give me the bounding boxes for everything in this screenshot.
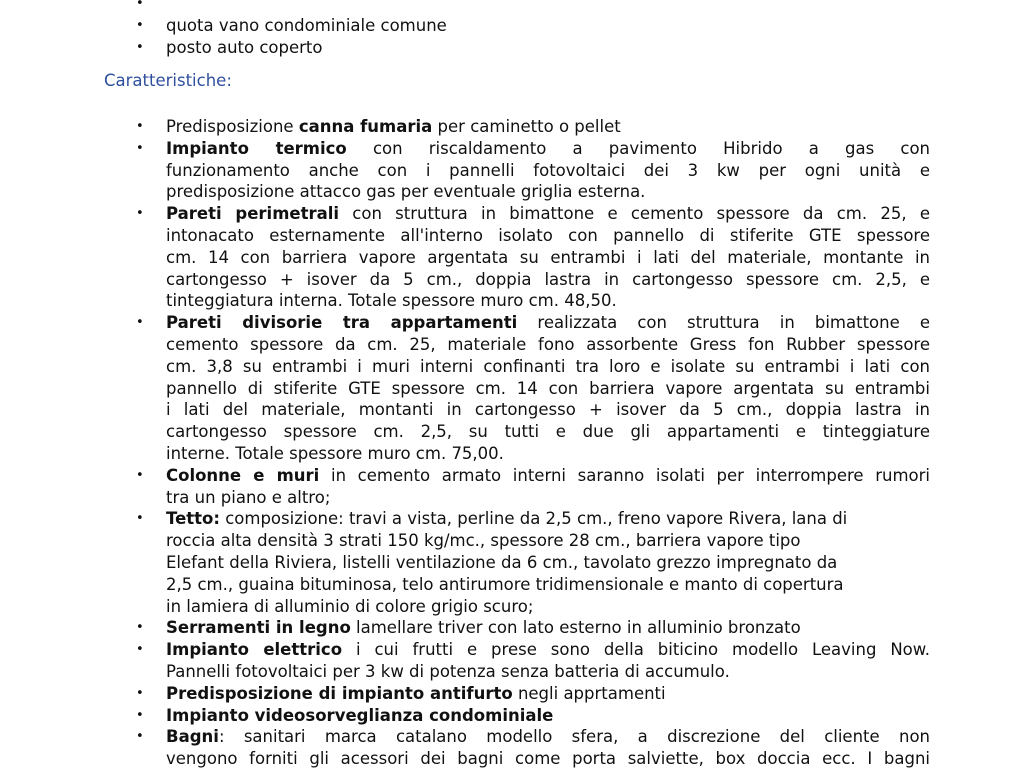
list-item-text: quota vano condominiale comune bbox=[166, 15, 447, 35]
text-line: Pareti divisorie tra appartamenti realizzata con struttura in bimattone e bbox=[166, 313, 930, 333]
list-item-text bbox=[166, 726, 930, 770]
list-item bbox=[0, 508, 1024, 617]
list-item-text: posto auto coperto bbox=[166, 37, 323, 57]
list-item bbox=[0, 312, 1024, 465]
bullet-icon: • bbox=[136, 119, 144, 134]
bullet-icon: • bbox=[136, 620, 144, 636]
list-item-text bbox=[166, 312, 930, 465]
list-item bbox=[0, 116, 1024, 138]
text-line: i lati del materiale, montanti in cartongesso + isover da 5 cm., doppia lastra in bbox=[166, 400, 930, 420]
text-line: predisposizione attacco gas per eventuale griglia esterna. bbox=[166, 182, 646, 202]
text-line: Impianto termico con riscaldamento a pavimento Hibrido a gas con bbox=[166, 138, 930, 158]
list-item bbox=[0, 0, 1024, 15]
list-item-text bbox=[166, 116, 930, 138]
list-item bbox=[0, 617, 1024, 639]
list-item-text bbox=[166, 465, 930, 509]
text-line: cm. 14 con barriera vapore argentata su entrambi i lati del materiale, montante in bbox=[166, 247, 930, 267]
text-line: Serramenti in legno lamellare triver con lato esterno in alluminio bronzato bbox=[166, 618, 801, 638]
text-line: Predisposizione canna fumaria per caminetto o pellet bbox=[166, 117, 621, 136]
list-item bbox=[0, 705, 1024, 727]
text-line: pannello di stiferite GTE spessore cm. 14 con barriera vapore argentata su entrambi bbox=[166, 378, 930, 398]
text-line: Elefant della Riviera, listelli ventilazione da 6 cm., tavolato grezzo impregnato da bbox=[166, 552, 838, 572]
list-item bbox=[0, 726, 1024, 770]
text-line: Pareti perimetrali con struttura in bimattone e cemento spessore da cm. 25, e bbox=[166, 204, 930, 224]
text-line: vengono forniti gli acessori dei bagni come porta salviette, box doccia ecc. I bagni bbox=[166, 749, 930, 769]
bullet-icon: • bbox=[136, 206, 144, 222]
list-item bbox=[0, 15, 1024, 37]
text-line: tinteggiatura interna. Totale spessore muro cm. 48,50. bbox=[166, 291, 617, 311]
text-line: Tetto: composizione: travi a vista, perline da 2,5 cm., freno vapore Rivera, lana di bbox=[166, 509, 848, 529]
bullet-icon: • bbox=[136, 315, 144, 331]
text-line: Colonne e muri in cemento armato interni saranno isolati per interrompere rumori bbox=[166, 465, 930, 485]
list-item-text bbox=[166, 705, 930, 727]
bullet-icon: • bbox=[136, 39, 144, 55]
features-bullet-list bbox=[0, 116, 1024, 770]
text-line: intonacato esternamente all'interno isolato con pannello di stiferite GTE spessore bbox=[166, 225, 930, 245]
text-line: cartongesso spessore cm. 2,5, su tutti e due gli appartamenti e tinteggiature bbox=[166, 422, 930, 442]
section-heading: Caratteristiche: bbox=[104, 71, 232, 90]
text-line: Bagni: sanitari marca catalano modello sfera, a discrezione del cliente non bbox=[166, 727, 930, 747]
list-item bbox=[0, 465, 1024, 509]
list-item bbox=[0, 203, 1024, 312]
text-line: cemento spessore da cm. 25, materiale fono assorbente Gress fon Rubber spessore bbox=[166, 334, 930, 354]
text-line: in lamiera di alluminio di colore grigio scuro; bbox=[166, 596, 534, 616]
list-item bbox=[0, 683, 1024, 705]
top-bullet-list bbox=[0, 0, 1024, 58]
list-item bbox=[0, 138, 1024, 203]
list-item-text bbox=[166, 617, 930, 639]
list-item-text bbox=[166, 0, 171, 13]
text-line: Predisposizione di impianto antifurto negli apprtamenti bbox=[166, 683, 666, 703]
list-item bbox=[0, 37, 1024, 59]
bullet-icon: • bbox=[136, 642, 144, 658]
bullet-icon: • bbox=[136, 17, 144, 33]
bullet-icon: • bbox=[136, 0, 144, 11]
text-line: cm. 3,8 su entrambi i muri interni confinanti tra loro e isolate su entrambi i lati con bbox=[166, 356, 930, 376]
text-line: interne. Totale spessore muro cm. 75,00. bbox=[166, 443, 504, 463]
bullet-icon: • bbox=[136, 707, 144, 723]
bullet-icon: • bbox=[136, 467, 144, 483]
list-item bbox=[0, 639, 1024, 683]
list-item-text bbox=[166, 138, 930, 203]
list-item-text bbox=[166, 508, 930, 617]
list-item-text bbox=[166, 683, 930, 705]
bullet-icon: • bbox=[136, 511, 144, 527]
text-line: Impianto videosorveglianza condominiale bbox=[166, 705, 554, 725]
text-line: tra un piano e altro; bbox=[166, 487, 331, 507]
text-line: Impianto elettrico i cui frutti e prese sono della biticino modello Leaving Now. bbox=[166, 640, 930, 660]
bullet-icon: • bbox=[136, 140, 144, 156]
list-item-text bbox=[166, 639, 930, 683]
bullet-icon: • bbox=[136, 729, 144, 745]
bullet-icon: • bbox=[136, 685, 144, 701]
text-line: roccia alta densità 3 strati 150 kg/mc., spessore 28 cm., barriera vapore tipo bbox=[166, 531, 801, 551]
list-item-text bbox=[166, 203, 930, 312]
text-line: funzionamento anche con i pannelli fotovoltaici dei 3 kw per ogni unità e bbox=[166, 160, 930, 180]
text-line: cartongesso + isover da 5 cm., doppia lastra in cartongesso spessore cm. 2,5, e bbox=[166, 269, 930, 289]
text-line: 2,5 cm., guaina bituminosa, telo antirumore tridimensionale e manto di copertura bbox=[166, 574, 844, 594]
text-line: Pannelli fotovoltaici per 3 kw di potenza senza batteria di accumulo. bbox=[166, 661, 730, 681]
